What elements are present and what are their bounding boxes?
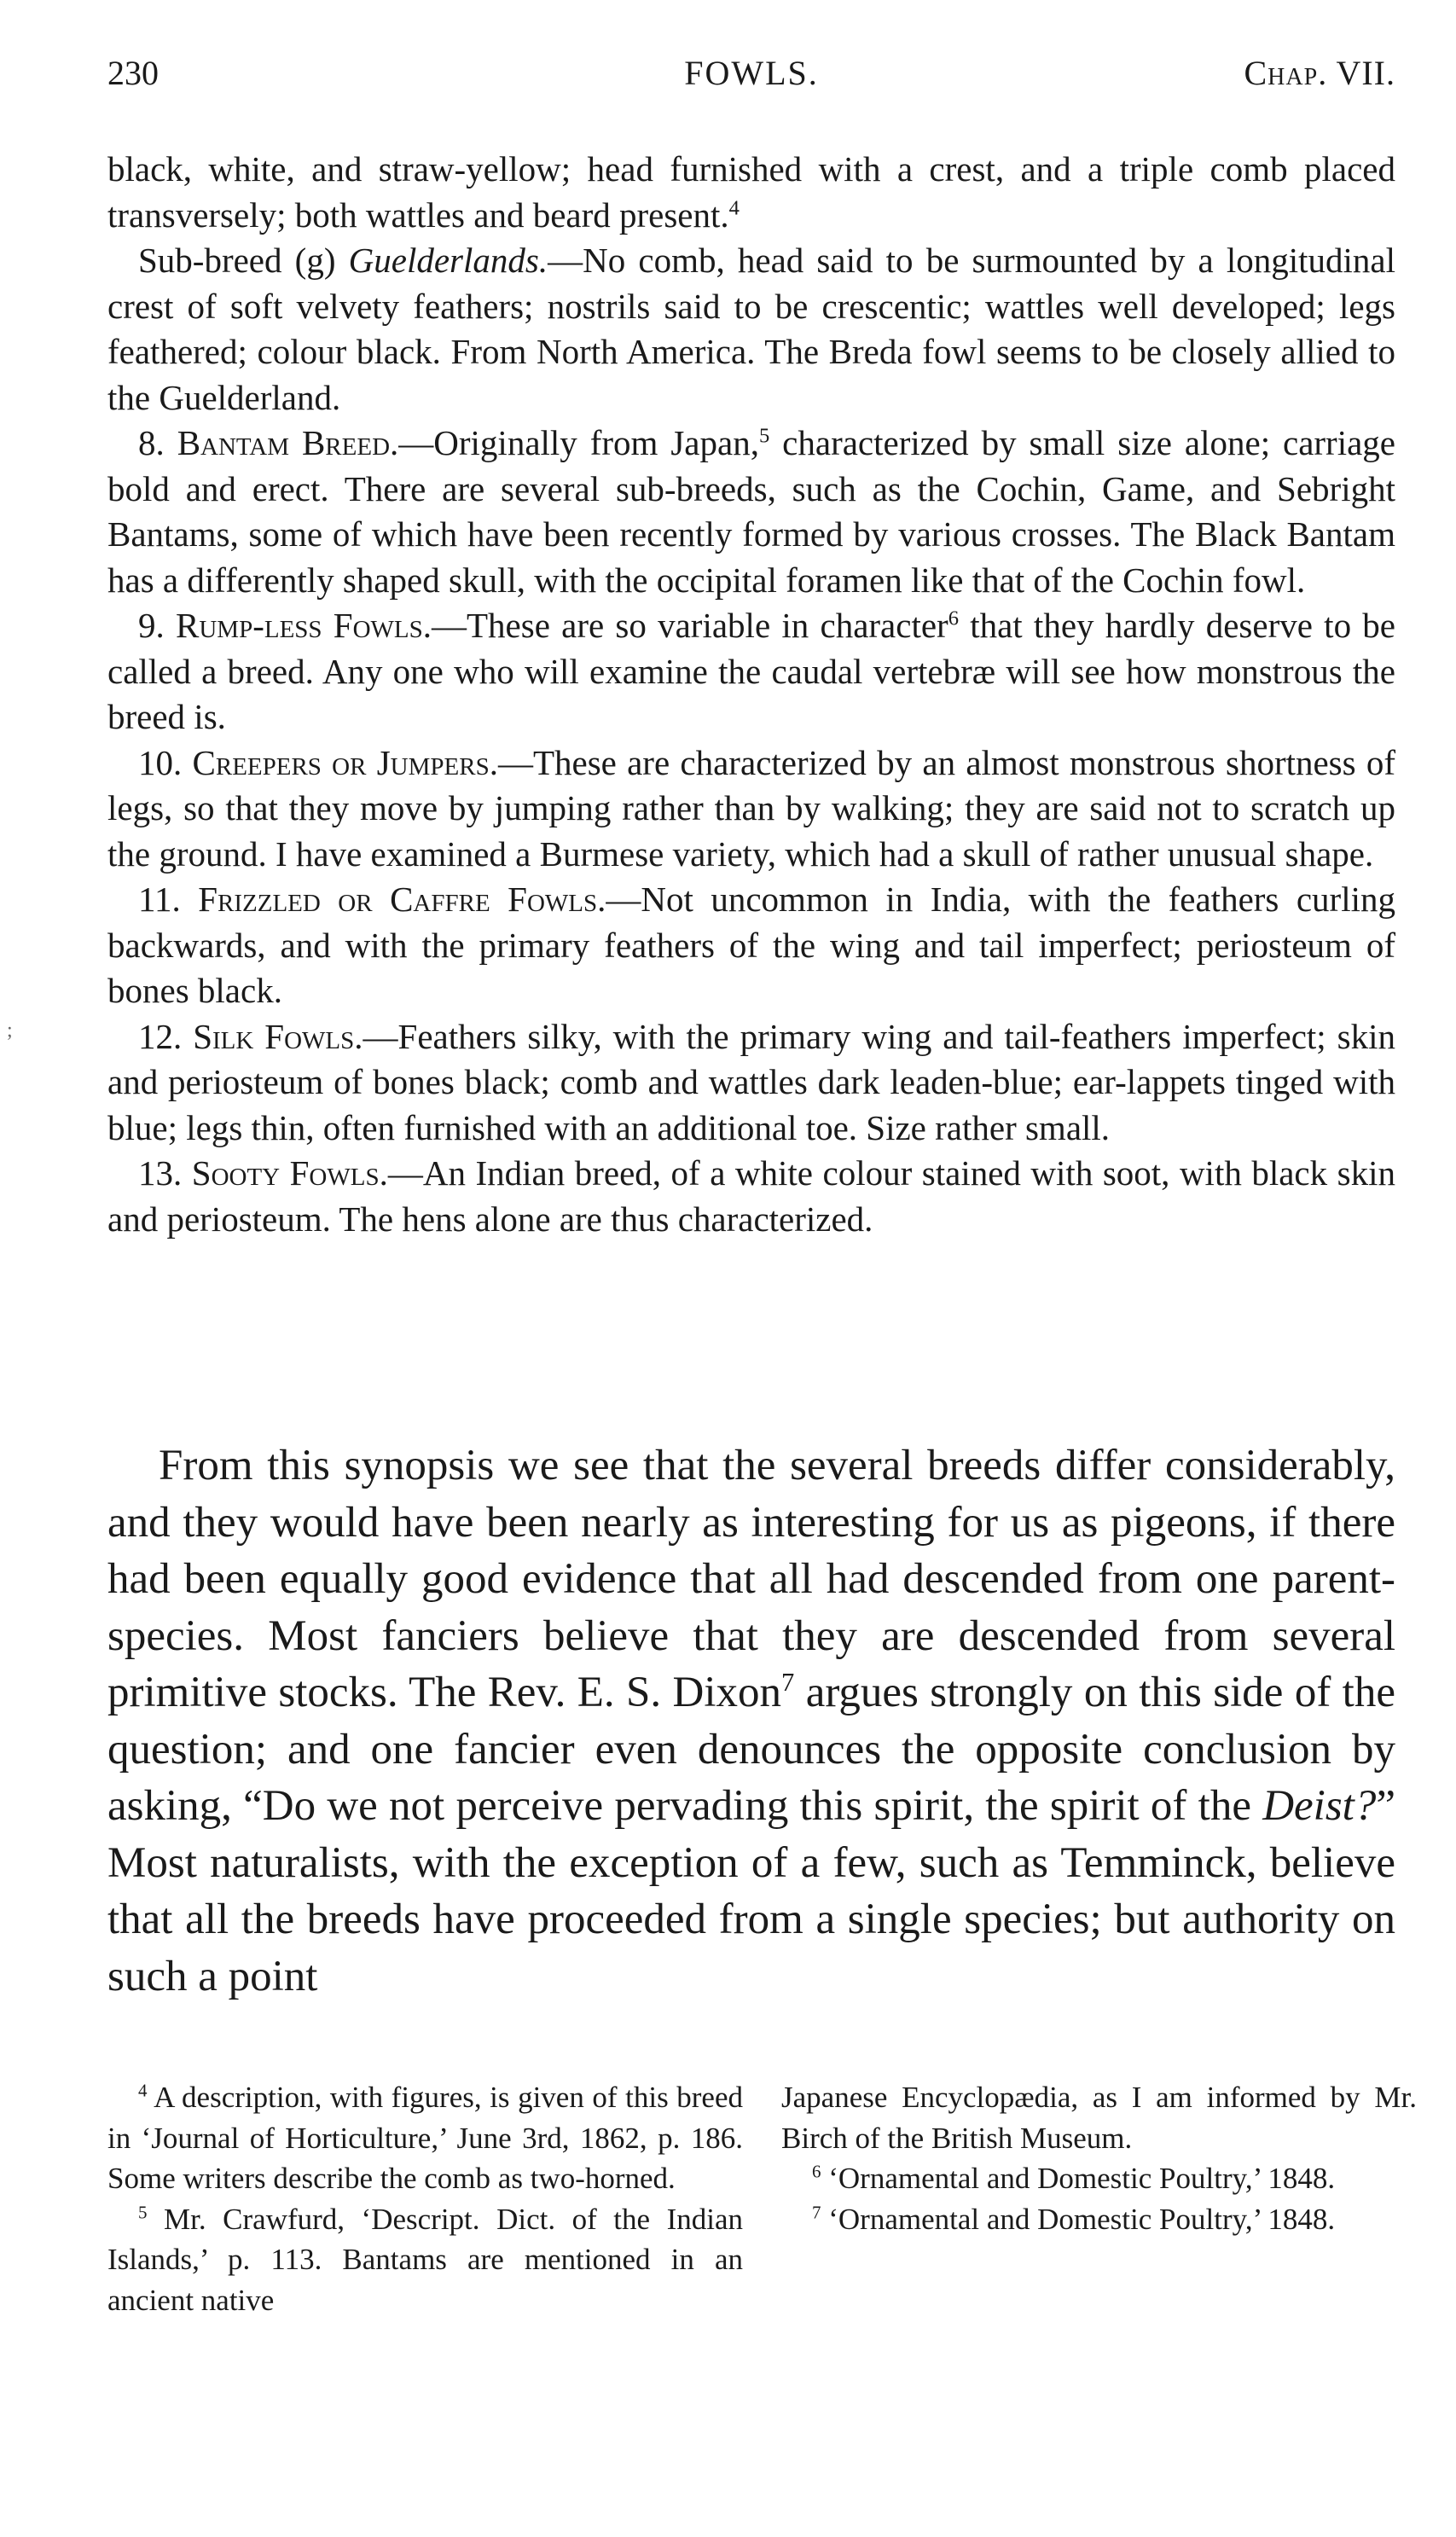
footnotes-left-column <box>107 2077 743 2320</box>
paragraph-continuation: black, white, and straw-yellow; head furnished with a crest, and a triple comb placed transversely; both wattles and beard present.$^4$ <box>107 149 1395 235</box>
footnote: $^4$ A description, with figures, is given of this breed in ‘Journal of Horticulture,’ June 3rd, 1862, p. 186. Some writers describe the comb as two-horned. <box>107 2080 743 2195</box>
paragraph-bantam: 8. Bantam Breed.—Originally from Japan,$^5$ characterized by small size alone; carriage bold and erect. There are several sub-breeds, such as the Cochin, Game, and Sebright Bantams, some of which have been recently formed by various crosses. The Black Bantam has a differently shaped skull, with the occipital foramen like that of the Cochin fowl. <box>107 423 1395 600</box>
footnote-ref: 7 <box>781 1668 795 1697</box>
sub-breed-name: Guelderlands. <box>348 241 548 280</box>
footnotes-right-column <box>781 2077 1417 2239</box>
footnote: $^5$ Mr. Crawfurd, ‘Descript. Dict. of the Indian Islands,’ p. 113. Bantams are mentioned in an ancient native <box>107 2201 743 2317</box>
paragraph-guelderlands: Sub-breed (g) Guelderlands.—No comb, head said to be surmounted by a longitudinal crest of soft velvety feathers; nostrils said to be crescentic; wattles well developed; legs feathered; colour black. From North America. The Breda fowl seems to be closely allied to the Guelderland. <box>107 241 1395 417</box>
footnote-ref: 6 <box>948 607 959 630</box>
breed-title: Frizzled or Caffre Fowls. <box>198 880 606 919</box>
breed-title: Sooty Fowls. <box>191 1153 388 1193</box>
running-title: FOWLS. <box>684 54 819 92</box>
main-text <box>107 1437 1395 2005</box>
breed-title: Bantam Breed. <box>177 423 399 462</box>
breed-title: Silk Fowls. <box>193 1016 363 1056</box>
paragraph-sooty: 13. Sooty Fowls.—An Indian breed, of a white colour stained with soot, with black skin and periosteum. The hens alone are thus characterized. <box>107 1153 1395 1239</box>
margin-mark: ; <box>7 1019 13 1042</box>
paragraph-creepers: 10. Creepers or Jumpers.—These are characterized by an almost monstrous shortness of legs, so that they move by jumping rather than by walking; they are said not to scratch up the ground. I have examined a Burmese variety, which had a skull of rather unusual shape. <box>107 742 1395 874</box>
breed-title: Rump-less Fowls. <box>176 606 432 645</box>
paragraph-synopsis-discussion: From this synopsis we see that the several breeds differ considerably, and they would have been nearly as interesting for us as pigeons, if there had been equally good evidence that all had descended from one parent-species. Most fanciers believe that they are descended from several primitive stocks. The Rev. E. S. Dixon$^7$ argues strongly on this side of the question; and one fancier even denounces the opposite conclusion by asking, “Do we not perceive pervading this spirit, the spirit of the Deist?” Most naturalists, with the exception of a few, such as Temminck, believe that all the breeds have proceeded from a single species; but authority on such a point <box>107 1442 1395 2000</box>
running-header <box>107 53 1395 101</box>
paragraph-frizzled: 11. Frizzled or Caffre Fowls.—Not uncommon in India, with the feathers curling backwards, and with the primary feathers of the wing and tail imperfect; periosteum of bones black. <box>107 880 1395 1010</box>
footnote-ref: 4 <box>728 195 740 219</box>
chapter-label: Chap. VII. <box>1244 54 1395 92</box>
page-number: 230 <box>107 54 159 92</box>
footnote-ref: 5 <box>758 424 770 448</box>
emphasis: Deist? <box>1262 1782 1377 1830</box>
footnote-continuation: Japanese Encyclopædia, as I am informed by Mr. Birch of the British Museum. <box>781 2081 1417 2155</box>
paragraph-silk: 12. Silk Fowls.—Feathers silky, with the primary wing and tail-feathers imperfect; skin and periosteum of bones black; comb and wattles dark leaden-blue; ear-lappets tinged with blue; legs thin, often furnished with an additional toe. Size rather small. <box>107 1016 1395 1147</box>
footnote: $^7$ ‘Ornamental and Domestic Poultry,’ 1848. <box>812 2201 1336 2236</box>
footnote: $^6$ ‘Ornamental and Domestic Poultry,’ 1848. <box>812 2161 1336 2195</box>
breed-title: Creepers or Jumpers. <box>192 742 498 782</box>
paragraph-rumpless: 9. Rump-less Fowls.—These are so variable in character$^6$ that they hardly deserve to be called a breed. Any one who will examine the caudal vertebræ will see how monstrous the breed is. <box>107 606 1395 736</box>
breed-synopsis <box>107 147 1395 1242</box>
